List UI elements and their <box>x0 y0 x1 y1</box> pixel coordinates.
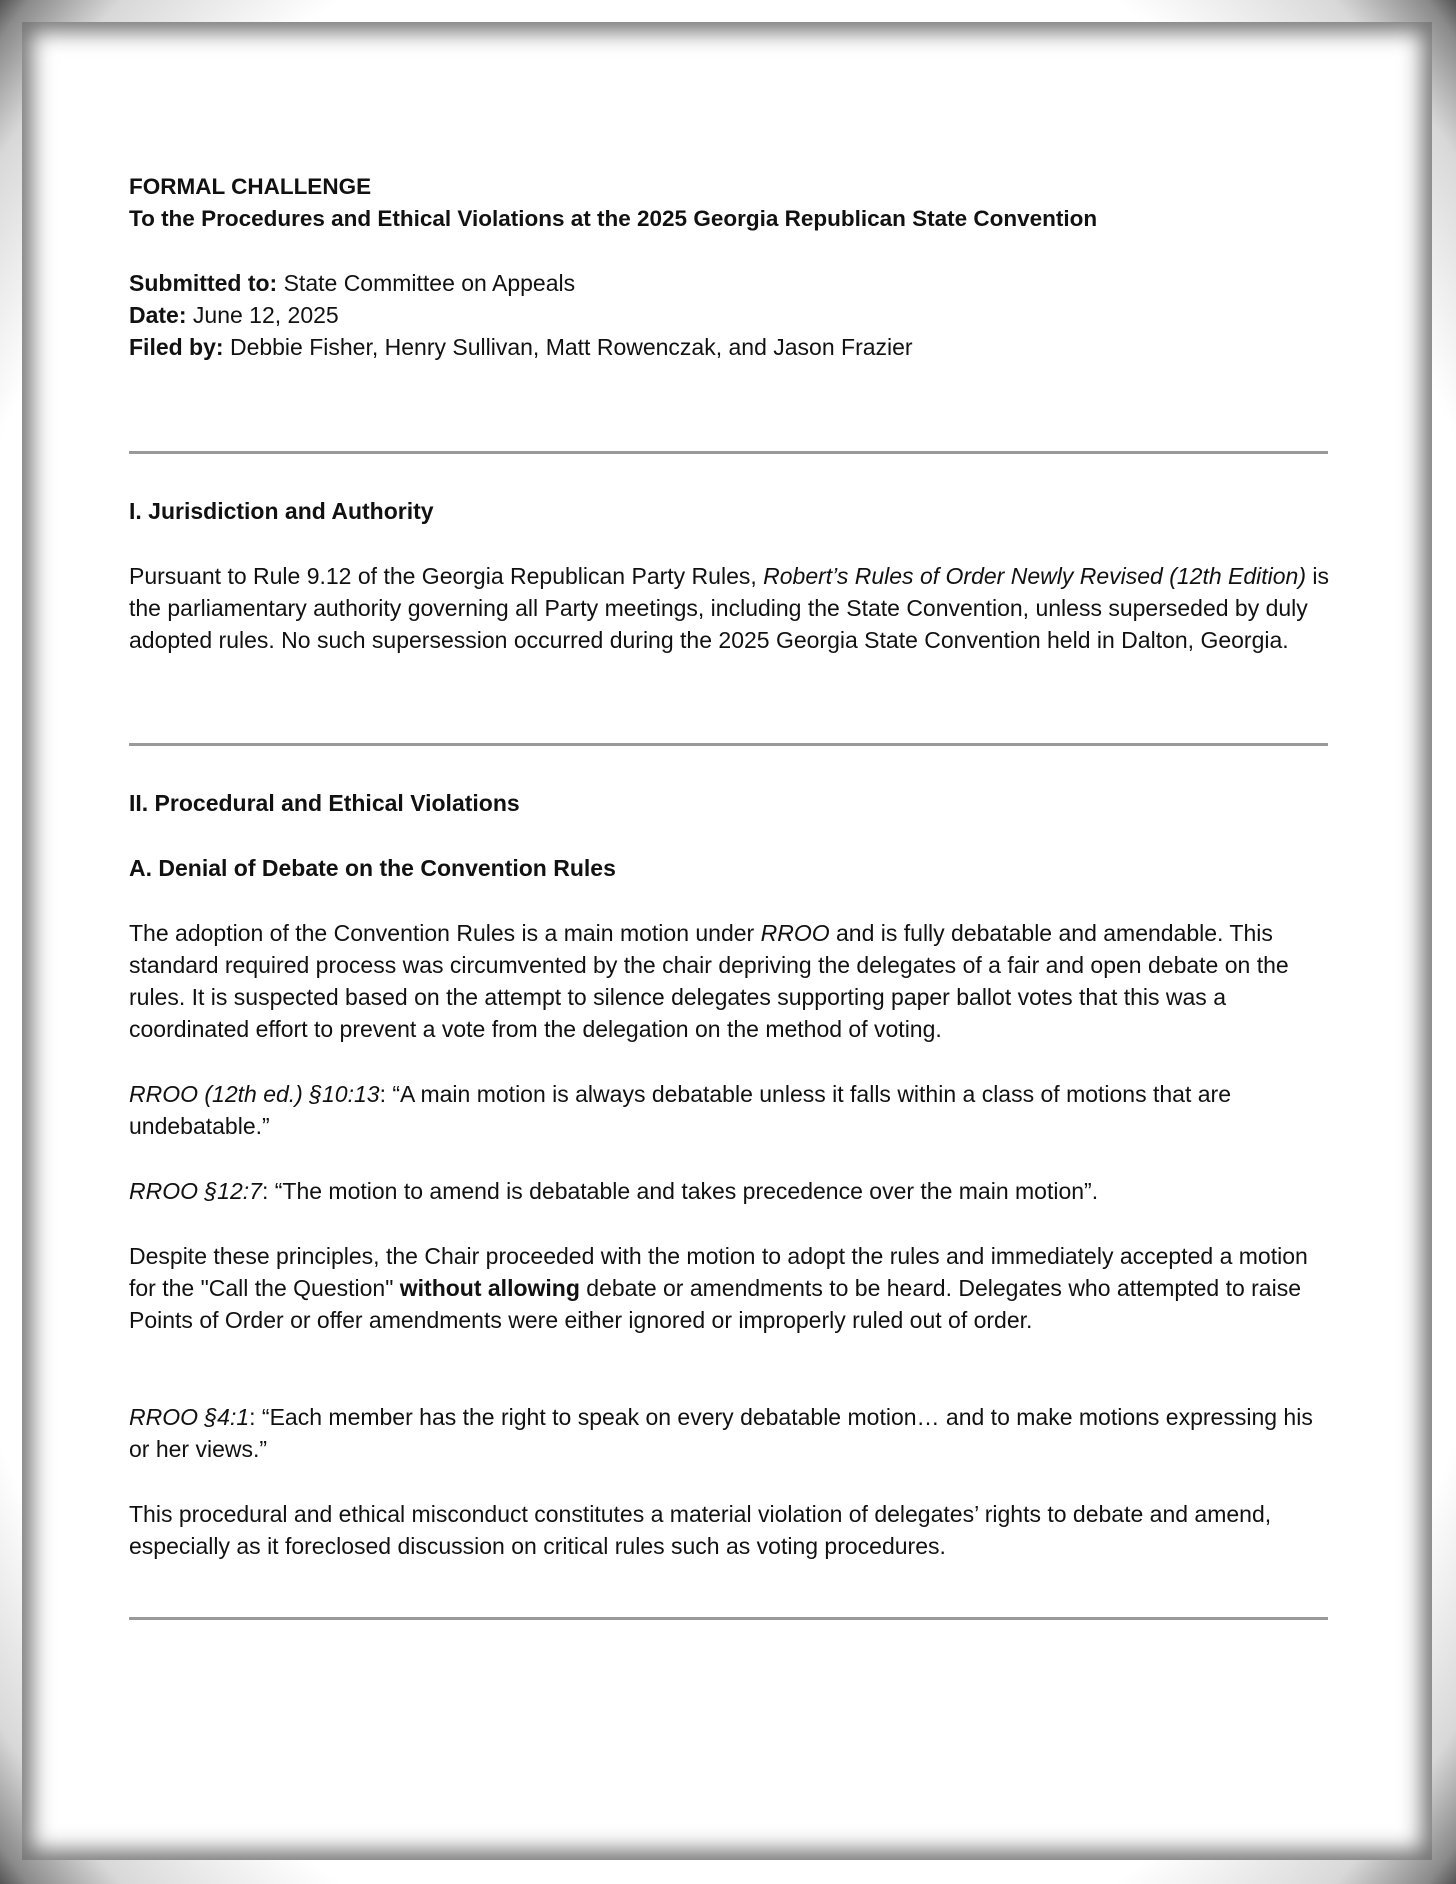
p1-text-pre: The adoption of the Convention Rules is a main motion under <box>129 920 761 946</box>
divider-1 <box>129 451 1328 454</box>
section-1-heading: I. Jurisdiction and Authority <box>129 498 434 524</box>
section-1-text-pre: Pursuant to Rule 9.12 of the Georgia Republican Party Rules, <box>129 563 764 589</box>
section-2-heading: II. Procedural and Ethical Violations <box>129 790 520 816</box>
date-value: June 12, 2025 <box>186 302 339 328</box>
filed-by-label: Filed by: <box>129 334 224 360</box>
filed-by-value: Debbie Fisher, Henry Sullivan, Matt Rowenczak, and Jason Frazier <box>223 334 913 360</box>
p2-text-bold: without allowing <box>399 1275 580 1301</box>
document-subtitle: To the Procedures and Ethical Violations at the 2025 Georgia Republican State Convention <box>129 206 1098 231</box>
p3-text: This procedural and ethical misconduct constitutes a material violation of delegates’ rights to debate and amend, especially as it foreclosed discussion on critical rules such as voting procedures. <box>129 1501 1272 1559</box>
subsection-a-heading: A. Denial of Debate on the Convention Rules <box>129 855 616 881</box>
section-jurisdiction <box>129 495 1334 527</box>
submitted-to-label: Submitted to: <box>129 270 278 296</box>
document-header <box>129 171 1334 235</box>
paragraph-rules-adoption <box>129 917 1334 1045</box>
section-1-paragraph <box>129 560 1334 656</box>
section-1-text-italic: Robert’s Rules of Order Newly Revised (12th Edition) <box>763 563 1306 589</box>
p2-text-post: debate or amendments to be heard. Delegates who attempted to raise Points of Order or offer amendments were either ignored or improperly ruled out of order. <box>129 1275 1301 1333</box>
p1-text-italic: RROO <box>760 920 830 946</box>
divider-3 <box>129 1617 1328 1620</box>
date-label: Date: <box>129 302 187 328</box>
quote-1-text: : “A main motion is always debatable unless it falls within a class of motions that are undebatable.” <box>129 1081 1231 1139</box>
quote-2-citation: RROO §12:7 <box>129 1178 262 1204</box>
p2-text-pre: Despite these principles, the Chair proceeded with the motion to adopt the rules and immediately accepted a motion for the "Call the Question" <box>129 1243 1308 1301</box>
quote-3-text: : “Each member has the right to speak on every debatable motion… and to make motions expressing his or her views.” <box>129 1404 1313 1462</box>
quote-1-citation: RROO (12th ed.) §10:13 <box>129 1081 380 1107</box>
quote-2-text: : “The motion to amend is debatable and takes precedence over the main motion”. <box>261 1178 1099 1204</box>
document-meta <box>129 267 1334 363</box>
filed-by-line <box>129 331 1334 363</box>
submitted-to-value: State Committee on Appeals <box>277 270 576 296</box>
section-violations <box>129 787 1334 819</box>
section-1-text-post: is the parliamentary authority governing all Party meetings, including the State Convention, unless superseded by duly adopted rules. No such supersession occurred during the 2025 Georgia State Convention held in Dalton, Georgia. <box>129 563 1329 653</box>
p1-text-post: and is fully debatable and amendable. This standard required process was circumvented by the chair depriving the delegates of a fair and open debate on the rules. It is suspected based on the attempt to silence delegates supporting paper ballot votes that this was a coordinated effort to prevent a vote from the delegation on the method of voting. <box>129 920 1289 1042</box>
date-line <box>129 299 1334 331</box>
document-title: FORMAL CHALLENGE <box>129 174 372 199</box>
quote-10-13 <box>129 1078 1334 1142</box>
quote-12-7 <box>129 1175 1334 1207</box>
submitted-to-line <box>129 267 1334 299</box>
quote-4-1 <box>129 1401 1334 1465</box>
divider-2 <box>129 743 1328 746</box>
paragraph-chair-actions <box>129 1240 1334 1336</box>
quote-3-citation: RROO §4:1 <box>129 1404 250 1430</box>
paragraph-conclusion <box>129 1498 1334 1562</box>
subsection-a <box>129 852 1334 884</box>
